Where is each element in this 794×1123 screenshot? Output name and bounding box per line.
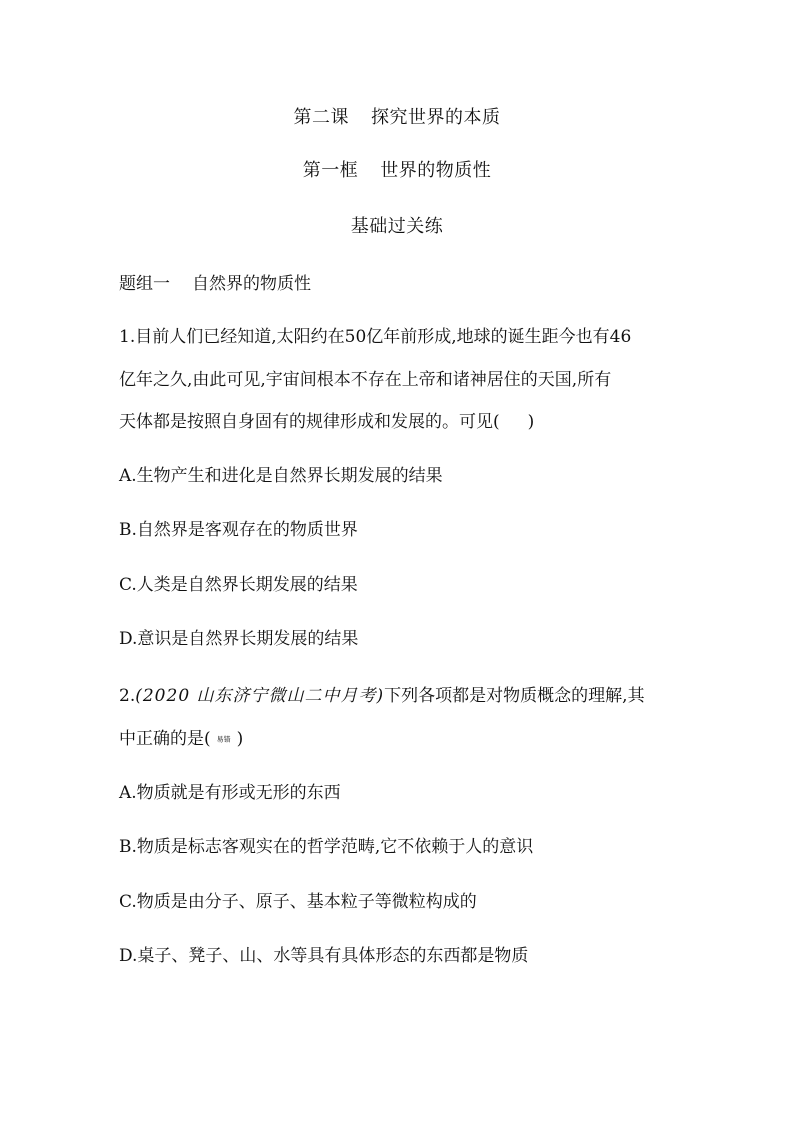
q1-close-paren: ) xyxy=(527,412,535,432)
group-title: 自然界的物质性 xyxy=(192,274,311,294)
q2-option-a: A.物质就是有形或无形的东西 xyxy=(119,783,341,803)
q2-option-c: C.物质是由分子、原子、基本粒子等微粒构成的 xyxy=(119,892,477,912)
q2-close-paren: ) xyxy=(236,729,244,749)
q1-stem-line-3 xyxy=(119,411,534,433)
section-heading xyxy=(0,160,794,182)
q1-stem-line-2: 亿年之久,由此可见,宇宙间根本不存在上帝和诸神居住的天国,所有 xyxy=(119,370,612,390)
q2-option-b: B.物质是标志客观实在的哲学范畴,它不依赖于人的意识 xyxy=(119,837,534,857)
q2-stem-text-1: 下列各项都是对物质概念的理解,其 xyxy=(384,686,645,706)
lesson-label: 第二课 xyxy=(293,107,349,128)
q1-option-a: A.生物产生和进化是自然界长期发展的结果 xyxy=(119,466,443,486)
q2-stem-text-2: 中正确的是( xyxy=(119,729,211,749)
section-title: 世界的物质性 xyxy=(380,160,492,181)
q2-stem-line-1 xyxy=(119,685,645,707)
group-label: 题组一 xyxy=(119,274,170,294)
q1-option-b: B.自然界是客观存在的物质世界 xyxy=(119,520,358,540)
q2-difficulty-tag: 易错 xyxy=(216,735,231,744)
section-label: 第一框 xyxy=(302,160,359,181)
q2-source: (2020 山东济宁微山二中月考) xyxy=(135,686,385,706)
q1-stem-text: 天体都是按照自身固有的规律形成和发展的。可见( xyxy=(119,412,500,432)
q2-option-d: D.桌子、凳子、山、水等具有具体形态的东西都是物质 xyxy=(119,946,529,966)
lesson-title: 探究世界的本质 xyxy=(371,107,501,128)
q1-option-d: D.意识是自然界长期发展的结果 xyxy=(119,629,359,649)
lesson-heading xyxy=(0,107,794,129)
q1-stem-line-1: 1.目前人们已经知道,太阳约在50亿年前形成,地球的诞生距今也有46 xyxy=(119,327,632,347)
group-heading xyxy=(119,273,311,295)
q2-number: 2. xyxy=(119,686,136,706)
subtitle: 基础过关练 xyxy=(350,216,444,237)
q2-stem-line-2 xyxy=(119,728,243,751)
q1-option-c: C.人类是自然界长期发展的结果 xyxy=(119,575,358,595)
